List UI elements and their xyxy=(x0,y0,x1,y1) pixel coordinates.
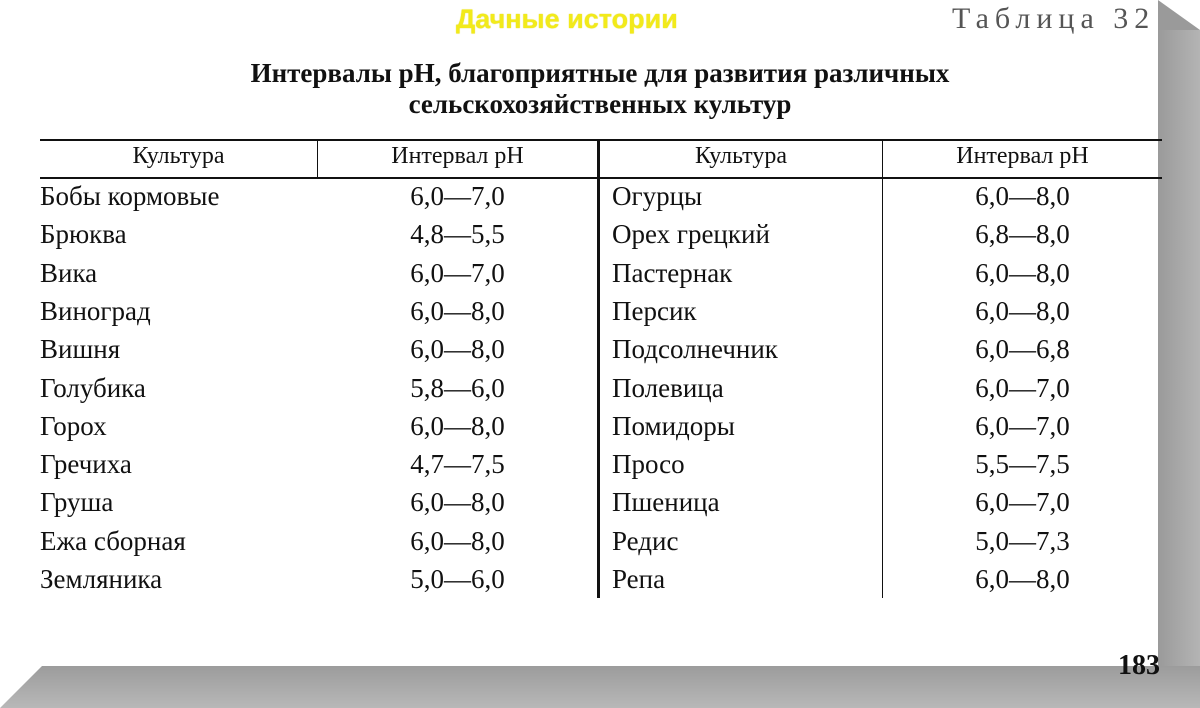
ph-interval-right: 6,0—6,8 xyxy=(975,334,1070,365)
crop-name-left: Гречиха xyxy=(40,449,132,480)
crop-name-left: Бобы кормовые xyxy=(40,181,220,211)
table-title xyxy=(160,58,1040,120)
table-title-line-1: Интервалы pH, благоприятные для развития различных xyxy=(250,58,950,88)
table-row xyxy=(0,219,1158,257)
ph-interval-right: 6,8—8,0 xyxy=(975,219,1070,250)
ph-interval-left: 6,0—8,0 xyxy=(410,410,505,441)
crop-name-left: Вишня xyxy=(40,334,121,365)
crop-name-right: Полевица xyxy=(612,372,724,403)
crop-name-left: Горох xyxy=(40,410,107,441)
column-header-crop-left: Культура xyxy=(132,143,225,169)
site-watermark: Дачные истории xyxy=(456,4,678,34)
crop-name-right: Персик xyxy=(612,295,697,326)
table-row xyxy=(0,373,1158,411)
ph-interval-right: 5,5—7,5 xyxy=(975,449,1070,480)
crop-name-right: Репа xyxy=(612,564,666,594)
table-row xyxy=(0,296,1158,334)
crop-name-right: Редис xyxy=(612,525,679,556)
column-header-crop-right: Культура xyxy=(695,143,787,169)
table-row xyxy=(0,258,1158,296)
ph-interval-right: 6,0—8,0 xyxy=(975,295,1070,326)
ph-interval-right: 6,0—8,0 xyxy=(975,257,1070,288)
ph-interval-left: 6,0—8,0 xyxy=(410,487,505,518)
page-shadow-corner-bottom xyxy=(0,666,42,708)
table-top-rule xyxy=(40,139,1162,141)
crop-name-right: Помидоры xyxy=(612,410,735,441)
crop-name-right: Огурцы xyxy=(612,181,703,211)
crop-name-left: Груша xyxy=(40,487,114,518)
ph-interval-right: 6,0—7,0 xyxy=(975,372,1070,403)
ph-interval-right: 6,0—8,0 xyxy=(975,181,1070,211)
crop-name-right: Орех грецкий xyxy=(612,219,770,250)
crop-name-right: Пшеница xyxy=(612,487,720,518)
page-shadow-corner xyxy=(1158,0,1200,30)
crop-name-left: Вика xyxy=(40,257,98,288)
ph-interval-left: 6,0—7,0 xyxy=(410,181,505,211)
ph-interval-left: 5,8—6,0 xyxy=(410,372,505,403)
crop-name-right: Подсолнечник xyxy=(612,334,778,365)
crop-name-left: Ежа сборная xyxy=(40,525,186,556)
ph-interval-right: 5,0—7,3 xyxy=(975,525,1070,556)
crop-name-right: Просо xyxy=(612,449,685,480)
crop-name-left: Брюква xyxy=(40,219,127,250)
column-header-ph-left: Интервал pH xyxy=(391,143,524,169)
crop-name-left: Виноград xyxy=(40,295,151,326)
table-row xyxy=(0,411,1158,449)
table-row xyxy=(0,449,1158,487)
ph-interval-left: 4,8—5,5 xyxy=(410,219,505,250)
ph-interval-right: 6,0—8,0 xyxy=(975,564,1070,594)
page-shadow-right xyxy=(1158,30,1200,708)
table-header-rule xyxy=(40,177,1162,179)
table-title-line-2: сельскохозяйственных культур xyxy=(408,89,792,119)
table-row xyxy=(0,564,1158,602)
ph-interval-left: 6,0—8,0 xyxy=(410,295,505,326)
table-row xyxy=(0,181,1158,219)
table-number-label: Таблица 32 xyxy=(952,2,1156,35)
ph-interval-left: 6,0—7,0 xyxy=(410,257,505,288)
ph-interval-left: 5,0—6,0 xyxy=(410,564,505,594)
crop-name-left: Голубика xyxy=(40,372,146,403)
crop-name-left: Земляника xyxy=(40,564,163,594)
column-header-ph-right: Интервал pH xyxy=(956,143,1089,169)
ph-interval-left: 4,7—7,5 xyxy=(410,449,505,480)
ph-interval-left: 6,0—8,0 xyxy=(410,525,505,556)
page-shadow-bottom xyxy=(0,666,1200,708)
table-row xyxy=(0,526,1158,564)
crop-name-right: Пастернак xyxy=(612,257,733,288)
table-row xyxy=(0,334,1158,372)
page-number: 183 xyxy=(1118,650,1160,681)
ph-interval-right: 6,0—7,0 xyxy=(975,487,1070,518)
table-row xyxy=(0,487,1158,525)
ph-interval-right: 6,0—7,0 xyxy=(975,410,1070,441)
ph-interval-left: 6,0—8,0 xyxy=(410,334,505,365)
